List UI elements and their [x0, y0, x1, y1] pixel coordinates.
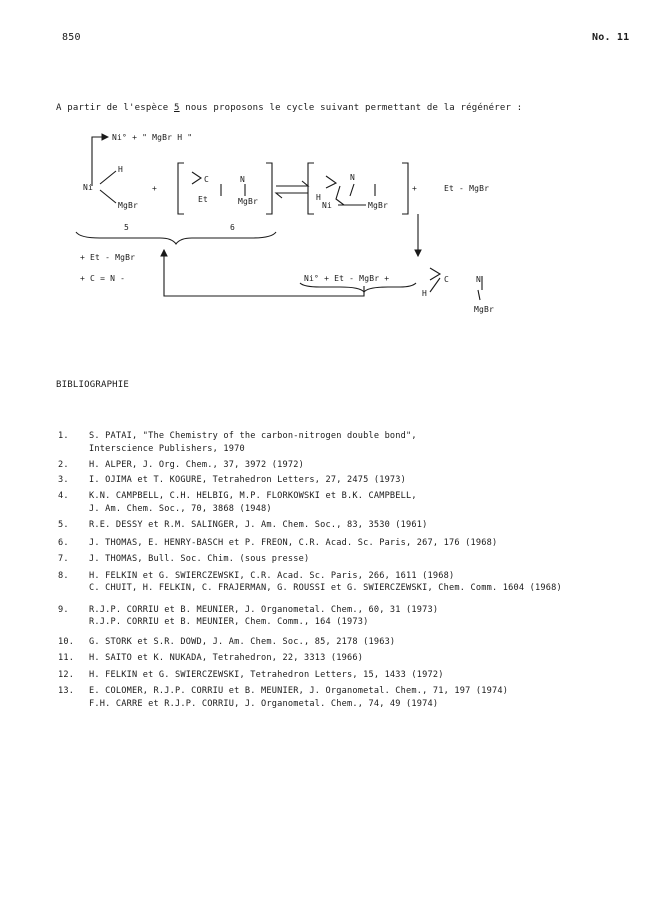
scheme-plus-1: +	[152, 184, 158, 193]
reference-line: F.H. CARRE et R.J.P. CORRIU, J. Organometal. Chem., 74, 49 (1974)	[89, 698, 439, 709]
reference-item	[58, 669, 658, 682]
reference-line: S. PATAI, "The Chemistry of the carbon-nitrogen double bond",	[89, 431, 417, 441]
label-5: 5	[124, 223, 130, 232]
reference-item	[58, 537, 658, 550]
reference-text	[89, 459, 658, 472]
complex-et: Et	[198, 195, 209, 204]
reference-line: H. FELKIN et G. SWIERCZEWSKI, C.R. Acad. Sc. Paris, 266, 1611 (1968)	[89, 570, 455, 581]
reference-number: 12.	[58, 669, 75, 680]
reference-line: C. CHUIT, H. FELKIN, C. FRAJERMAN, G. ROUSSI et G. SWIERCZEWSKI, Chem. Comm. 1604 (1968)	[89, 583, 562, 593]
reference-text	[89, 519, 658, 532]
reference-line: H. SAITO et K. NUKADA, Tetrahedron, 22, 3313 (1966)	[89, 653, 364, 663]
scheme-mgbr: MgBr	[118, 201, 139, 210]
scheme-h: H	[118, 165, 124, 174]
reference-item	[58, 636, 658, 649]
journal-issue: No. 11	[592, 32, 630, 43]
reference-number: 10.	[58, 636, 75, 647]
reference-text	[89, 685, 658, 710]
complex2-n: N	[350, 173, 356, 182]
reference-number: 8.	[58, 570, 69, 581]
cycle-top-arrow	[92, 137, 108, 186]
reference-item	[58, 553, 658, 566]
reference-line: H. FELKIN et G. SWIERCZEWSKI, Tetrahedron Letters, 15, 1433 (1972)	[89, 669, 444, 680]
reference-line: J. THOMAS, Bull. Soc. Chim. (sous presse)	[89, 554, 310, 564]
reference-text	[89, 474, 658, 487]
bottom-right-1: Ni° + Et - MgBr +	[304, 274, 390, 283]
page-number: 850	[62, 32, 81, 43]
intro-before: A partir de l'espèce	[56, 103, 174, 113]
reference-line: G. STORK et S.R. DOWD, J. Am. Chem. Soc., 85, 2178 (1963)	[89, 636, 396, 647]
complex-imine-c: C	[204, 175, 210, 184]
product-mgbr: MgBr	[474, 305, 495, 314]
reference-item	[58, 604, 658, 629]
reference-number: 3.	[58, 474, 69, 485]
reference-line: K.N. CAMPBELL, C.H. HELBIG, M.P. FLORKOWSKI et B.K. CAMPBELL,	[89, 491, 417, 501]
scheme-top-label: Ni° + " MgBr H "	[112, 133, 193, 142]
reference-text	[89, 636, 658, 649]
reference-item	[58, 519, 658, 532]
equilibrium-forward-arrow	[276, 181, 308, 186]
reference-line: E. COLOMER, R.J.P. CORRIU et B. MEUNIER, J. Organometal. Chem., 71, 197 (1974)	[89, 686, 509, 696]
reference-line: R.J.P. CORRIU et B. MEUNIER, J. Organometal. Chem., 60, 31 (1973)	[89, 604, 439, 615]
reference-text	[89, 669, 658, 682]
ni-mgbr-bond	[100, 190, 116, 203]
reference-text	[89, 430, 658, 455]
reference-item	[58, 459, 658, 472]
reference-item	[58, 652, 658, 665]
reference-line: R.J.P. CORRIU et B. MEUNIER, Chem. Comm., 164 (1973)	[89, 617, 369, 627]
reference-item	[58, 430, 658, 455]
reference-line: I. OJIMA et T. KOGURE, Tetrahedron Letters, 27, 2475 (1973)	[89, 474, 407, 485]
reference-text	[89, 570, 658, 595]
reference-number: 4.	[58, 491, 69, 501]
scheme-ni: Ni	[83, 183, 94, 192]
reference-text	[89, 604, 658, 629]
reference-number: 2.	[58, 460, 69, 470]
reference-text	[89, 652, 658, 665]
reference-number: 1.	[58, 431, 69, 441]
reference-text	[89, 553, 658, 566]
reference-item	[58, 490, 658, 515]
reference-number: 6.	[58, 537, 69, 548]
return-line	[164, 250, 364, 296]
bottom-left-2: + C = N -	[80, 274, 126, 283]
scheme-et-mgbr: Et - MgBr	[444, 184, 490, 193]
reference-item	[58, 685, 658, 710]
reference-line: Interscience Publishers, 1970	[89, 443, 245, 454]
reference-item	[58, 474, 658, 487]
label-6: 6	[230, 223, 236, 232]
reference-line: J. Am. Chem. Soc., 70, 3868 (1948)	[89, 503, 272, 514]
equilibrium-back-arrow	[276, 193, 308, 198]
complex-left-bracket	[178, 163, 184, 214]
complex-imine-n: N	[240, 175, 246, 184]
reference-number: 7.	[58, 554, 69, 564]
bottom-underbrace	[300, 283, 416, 292]
product-h: H	[422, 289, 428, 298]
reference-number: 11.	[58, 653, 75, 663]
reference-line: R.E. DESSY et R.M. SALINGER, J. Am. Chem. Soc., 83, 3530 (1961)	[89, 520, 428, 530]
complex2-left-bracket	[308, 163, 314, 214]
complex2-right-bracket	[402, 163, 408, 214]
reference-number: 9.	[58, 604, 69, 615]
reference-number: 13.	[58, 686, 75, 696]
reference-number: 5.	[58, 520, 69, 530]
complex2-h: H	[316, 193, 322, 202]
scheme-plus-2: +	[412, 184, 418, 193]
reference-list	[58, 430, 658, 710]
bottom-left-1: + Et - MgBr	[80, 253, 136, 262]
reference-line: H. ALPER, J. Org. Chem., 37, 3972 (1972)	[89, 460, 304, 470]
reference-item	[58, 570, 658, 595]
reference-text	[89, 490, 658, 515]
product-c: C	[444, 275, 450, 284]
complex2-ni: Ni	[322, 201, 333, 210]
underbrace	[76, 232, 276, 244]
reference-line: J. THOMAS, E. HENRY-BASCH et P. FREON, C.R. Acad. Sc. Paris, 267, 176 (1968)	[89, 537, 498, 548]
complex-right-bracket	[266, 163, 272, 214]
intro-species-number: 5	[174, 103, 180, 113]
intro-after: nous proposons le cycle suivant permettant de la régénérer :	[179, 103, 523, 113]
reaction-scheme	[0, 0, 672, 340]
bibliography-heading: BIBLIOGRAPHIE	[56, 380, 130, 390]
product-n: N	[476, 275, 482, 284]
complex-mgbr: MgBr	[238, 197, 259, 206]
complex2-mgbr: MgBr	[368, 201, 389, 210]
reference-text	[89, 537, 658, 550]
ni-h-bond	[100, 171, 116, 184]
